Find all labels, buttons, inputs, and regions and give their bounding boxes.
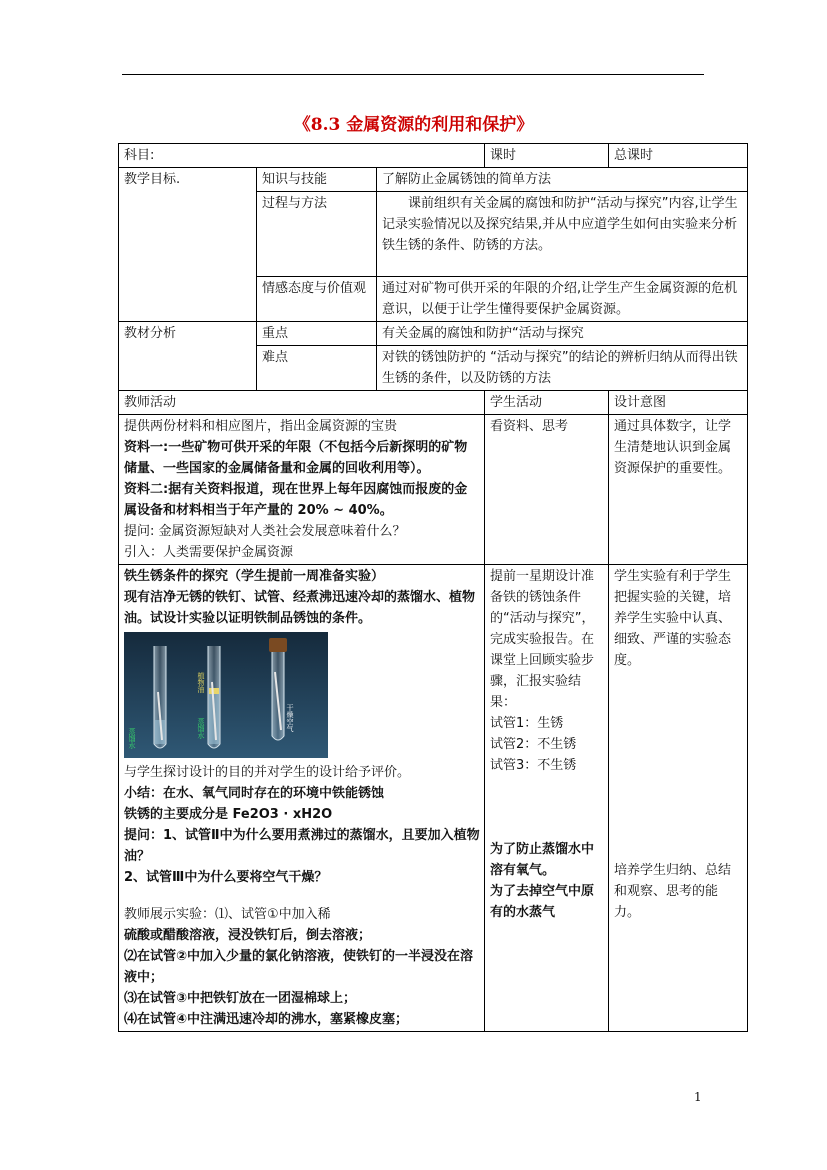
header-rule bbox=[122, 74, 704, 75]
rust-summary: 小结：在水、氧气同时存在的环境中铁能锈蚀 bbox=[124, 786, 385, 801]
rust-task: 现有洁净无锈的铁钉、试管、经煮沸迅速冷却的蒸馏水、植物油。试设计实验以证明铁制品锈蚀的条件。 bbox=[124, 590, 476, 626]
label-oil: 植物油 bbox=[197, 672, 205, 693]
student-answer-2: 为了去掉空气中原有的水蒸气 bbox=[490, 884, 595, 920]
material-one: 资料一:一些矿物可供开采的年限（不包括今后新探明的矿物储量、一些国家的金属储备量和金属的回收利用等）。 bbox=[124, 440, 468, 476]
activity-row-materials bbox=[119, 415, 748, 565]
key-label: 重点 bbox=[257, 322, 377, 346]
teacher-activity-rust bbox=[119, 565, 485, 1032]
materials-intro: 提供两份材料和相应图片，指出金属资源的宝贵 bbox=[124, 419, 398, 434]
test-tube-experiment-image bbox=[124, 632, 328, 758]
student-activity-rust bbox=[485, 565, 609, 1032]
demo-step-4: ⑷在试管④中注满迅速冷却的沸水，塞紧橡皮塞； bbox=[124, 1012, 409, 1027]
student-activity-materials: 看资料、思考 bbox=[485, 415, 609, 565]
analysis-label: 教材分析 bbox=[119, 322, 257, 391]
document-title: 《8.3 金属资源的利用和保护》 bbox=[293, 115, 534, 135]
label-dry-air: 干燥空气 bbox=[286, 704, 294, 732]
student-tube-1: 试管1：生锈 bbox=[490, 716, 564, 731]
rust-evaluate: 与学生探讨设计的目的并对学生的设计给予评价。 bbox=[124, 765, 411, 780]
period-cell: 课时 bbox=[485, 144, 609, 168]
rust-heading: 铁生锈条件的探究（学生提前一周准备实验） bbox=[124, 569, 385, 584]
knowledge-text: 了解防止金属锈蚀的简单方法 bbox=[377, 168, 748, 192]
emotion-text: 通过对矿物可供开采的年限的介绍,让学生产生金属资源的危机意识，以便于让学生懂得要保护金属资源。 bbox=[377, 277, 748, 322]
demo-step-2: ⑵在试管②中加入少量的氯化钠溶液，使铁钉的一半浸没在溶液中； bbox=[124, 949, 474, 985]
objectives-label: 教学目标. bbox=[119, 168, 257, 322]
process-label: 过程与方法 bbox=[257, 192, 377, 277]
total-period-cell: 总课时 bbox=[609, 144, 748, 168]
header-row bbox=[119, 144, 748, 168]
activity-row-rust bbox=[119, 565, 748, 1032]
key-text: 有关金属的腐蚀和防护“活动与探究 bbox=[377, 322, 748, 346]
design-intent-header: 设计意图 bbox=[609, 391, 748, 415]
difficulty-text: 对铁的锈蚀防护的 “活动与探究”的结论的辨析归纳从而得出铁生锈的条件，以及防锈的方法 bbox=[377, 346, 748, 391]
emotion-label: 情感态度与价值观 bbox=[257, 277, 377, 322]
design-intent-rust bbox=[609, 565, 748, 1032]
knowledge-label: 知识与技能 bbox=[257, 168, 377, 192]
teacher-activity-header: 教师活动 bbox=[119, 391, 485, 415]
analysis-key-row bbox=[119, 322, 748, 346]
materials-question: 提问: 金属资源短缺对人类社会发展意味着什么？ bbox=[124, 524, 406, 539]
materials-lead: 引入：人类需要保护金属资源 bbox=[124, 545, 294, 560]
design-intent-materials: 通过具体数字，让学生清楚地认识到金属资源保护的重要性。 bbox=[609, 415, 748, 565]
student-tube-3: 试管3：不生锈 bbox=[490, 758, 577, 773]
objective-knowledge-row bbox=[119, 168, 748, 192]
student-prep: 提前一星期设计准备铁的锈蚀条件的“活动与探究”，完成实验报告。在课堂上回顾实验步骤，汇报实验结果： bbox=[490, 569, 595, 710]
student-tube-2: 试管2：不生锈 bbox=[490, 737, 577, 752]
design-rust-1: 学生实验有利于学生把握实验的关键，培养学生实验中认真、细致、严谨的实验态度。 bbox=[614, 569, 732, 668]
rust-question-1: 提问：1、试管Ⅱ中为什么要用煮沸过的蒸馏水，且要加入植物油？ bbox=[124, 828, 480, 864]
demo-step-1: 教师展示实验：⑴、试管①中加入稀 bbox=[124, 907, 331, 922]
subject-cell: 科目: bbox=[119, 144, 485, 168]
demo-step-1b: 硫酸或醋酸溶液，浸没铁钉后，倒去溶液； bbox=[124, 928, 372, 943]
demo-step-3: ⑶在试管③中把铁钉放在一团湿棉球上； bbox=[124, 991, 357, 1006]
lesson-plan-table bbox=[118, 143, 748, 1032]
label-water-2: 蒸馏水 bbox=[197, 718, 205, 739]
activity-header-row bbox=[119, 391, 748, 415]
process-text: 课前组织有关金属的腐蚀和防护“活动与探究”内容,让学生记录实验情况以及探究结果,并从中应道学生如何由实验来分析铁生锈的条件、防锈的方法。 bbox=[377, 192, 748, 277]
rust-question-2: 2、试管Ⅲ中为什么要将空气干燥？ bbox=[124, 870, 328, 885]
label-water-1: 蒸馏水 bbox=[128, 728, 136, 749]
page-number: 1 bbox=[694, 1090, 702, 1104]
design-rust-2: 培养学生归纳、总结和观察、思考的能力。 bbox=[614, 863, 732, 920]
student-activity-header: 学生活动 bbox=[485, 391, 609, 415]
material-two: 资料二:据有关资料报道，现在世界上每年因腐蚀而报废的金属设备和材料相当于年产量的 20% ~ 40%。 bbox=[124, 482, 468, 518]
student-answer-1: 为了防止蒸馏水中溶有氧气。 bbox=[490, 842, 595, 878]
teacher-activity-materials bbox=[119, 415, 485, 565]
rust-composition: 铁锈的主要成分是 Fe2O3 · xH2O bbox=[124, 807, 333, 822]
difficulty-label: 难点 bbox=[257, 346, 377, 391]
